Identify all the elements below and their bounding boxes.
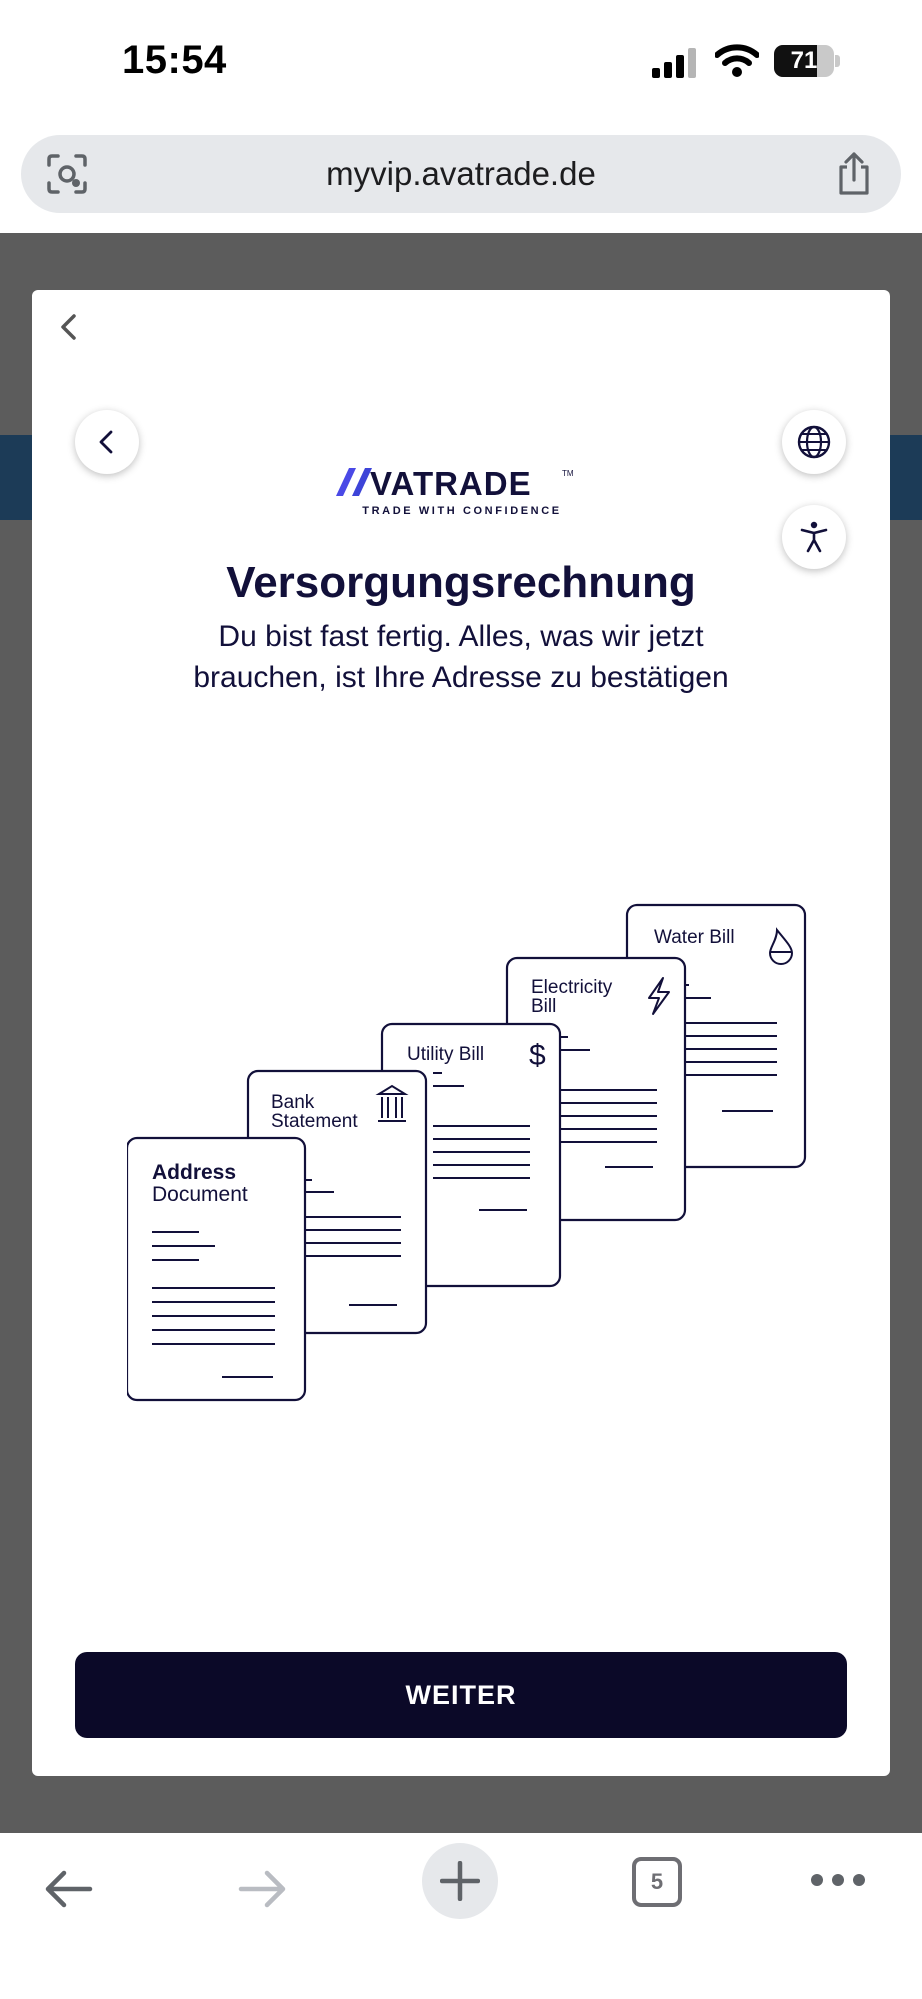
- battery-level: 71: [790, 47, 818, 74]
- battery-icon: [774, 45, 840, 77]
- address-document-label-line1: Address: [152, 1161, 237, 1184]
- tab-switcher-button[interactable]: 5: [632, 1857, 682, 1907]
- browser-toolbar: [0, 1833, 922, 1999]
- back-button[interactable]: [75, 410, 139, 474]
- language-button[interactable]: [782, 410, 846, 474]
- svg-text:TM: TM: [562, 469, 574, 478]
- dollar-icon: $: [529, 1039, 546, 1072]
- accessibility-icon: [796, 519, 832, 555]
- verification-modal: [32, 290, 890, 1776]
- chevron-left-icon: [89, 424, 125, 460]
- wifi-icon: [715, 43, 759, 77]
- bank-statement-label-line1: Bank: [271, 1092, 315, 1113]
- modal-back-chevron-icon[interactable]: [50, 308, 88, 346]
- globe-icon: [796, 424, 832, 460]
- page-subtitle: Du bist fast fertig. Alles, was wir jetzt brauchen, ist Ihre Adresse zu bestätigen: [193, 620, 729, 694]
- arrow-left-icon[interactable]: [40, 1861, 96, 1917]
- share-icon[interactable]: [835, 151, 873, 197]
- more-menu-icon[interactable]: [810, 1873, 866, 1887]
- water-bill-label: Water Bill: [654, 927, 735, 948]
- address-document-card: [127, 1138, 305, 1400]
- plus-icon: [440, 1861, 480, 1901]
- svg-text:TRADE WITH CONFIDENCE: TRADE WITH CONFIDENCE: [362, 505, 562, 517]
- svg-text:VATRADE: VATRADE: [370, 465, 532, 502]
- cellular-signal-icon: [652, 48, 700, 78]
- electricity-bill-label-line1: Electricity: [531, 977, 613, 998]
- electricity-bill-label-line2: Bill: [531, 996, 557, 1017]
- status-time: 15:54: [122, 38, 227, 82]
- avatrade-logo: [332, 458, 592, 518]
- continue-button[interactable]: WEITER: [75, 1652, 847, 1738]
- page-title: Versorgungsrechnung: [226, 558, 696, 607]
- utility-bill-label: Utility Bill: [407, 1044, 485, 1065]
- status-bar: [0, 0, 922, 125]
- document-types-illustration: [127, 890, 847, 1410]
- url-text[interactable]: myvip.avatrade.de: [326, 155, 596, 192]
- bank-statement-label-line2: Statement: [271, 1111, 358, 1132]
- new-tab-button[interactable]: [422, 1843, 498, 1919]
- page-camera-icon[interactable]: [45, 153, 89, 195]
- arrow-right-icon[interactable]: [235, 1861, 291, 1917]
- address-document-label-line2: Document: [152, 1183, 248, 1206]
- address-bar[interactable]: [21, 135, 901, 213]
